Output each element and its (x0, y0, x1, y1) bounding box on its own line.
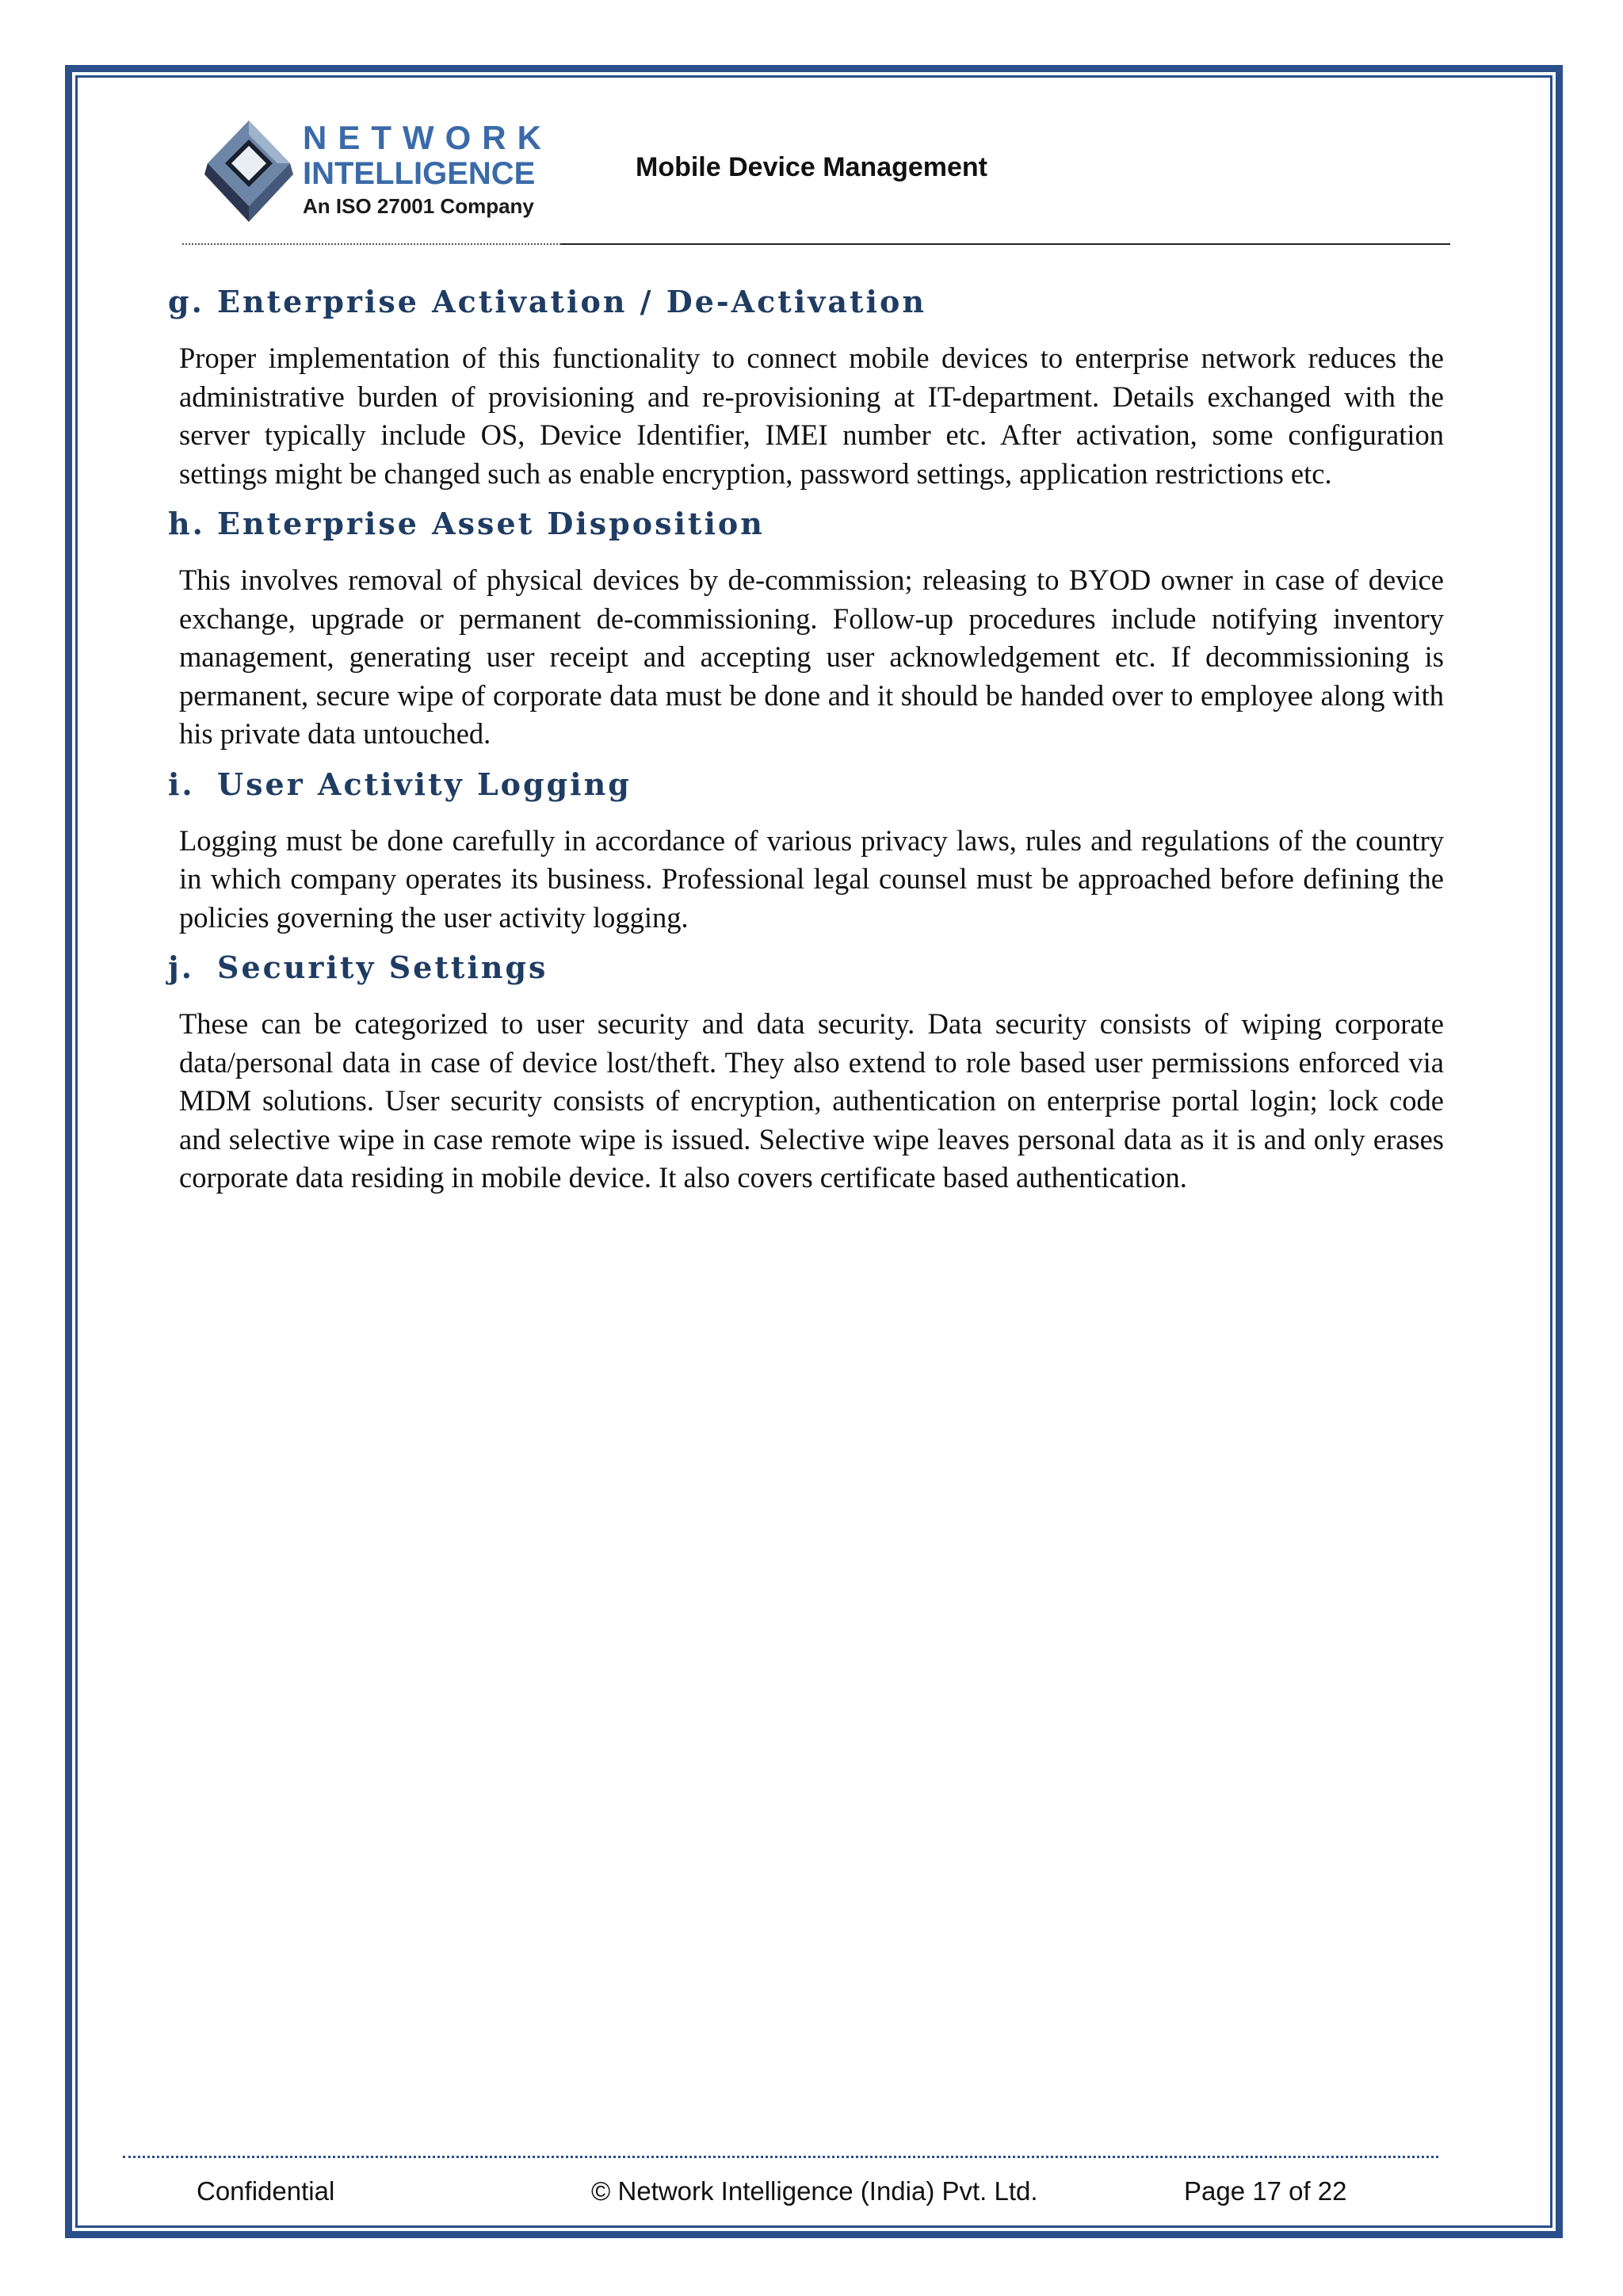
section-heading (168, 763, 1436, 806)
section-security-settings (168, 946, 1444, 1198)
section-enterprise-activation (168, 281, 1444, 493)
logo-tagline: An ISO 27001 Company (303, 194, 534, 218)
section-title: Enterprise Activation / De-Activation (217, 284, 926, 319)
section-paragraph: Logging must be done carefully in accordance of various privacy laws, rules and regulations of the country in which company operates its business. Professional legal counsel must be approached before defining the policies governing the user activity logging. (179, 823, 1444, 934)
section-letter: i. (168, 766, 195, 802)
section-title: User Activity Logging (217, 766, 632, 802)
section-letter: h. (168, 506, 205, 541)
section-paragraph: Proper implementation of this functionality to connect mobile devices to enterprise network reduces the administrative burden of provisioning and re-provisioning at IT-department. Details exchanged with the server typically include OS, Device Identifier, IMEI number etc. After activation, some configuration settings might be changed such as enable encryption, password settings, application restrictions etc. (179, 342, 1444, 490)
document-title: Mobile Device Management (636, 152, 988, 182)
section-paragraph: This involves removal of physical devices by de-commission; releasing to BYOD owner in case of device exchange, upgrade or permanent de-commissioning. Follow-up procedures include notifying inventory management, generating user receipt and accepting user acknowledgement etc. If decommissioning is permanent, secure wipe of corporate data must be done and it should be handed over to employee along with his private data untouched. (179, 563, 1444, 750)
section-letter: j. (168, 949, 194, 985)
document-body (168, 281, 1444, 1207)
footer-page-number: Page 17 of 22 (1184, 2176, 1347, 2206)
logo-text-intelligence: INTELLIGENCE (303, 156, 536, 191)
section-letter: g. (168, 284, 204, 319)
footer-copyright: © Network Intelligence (India) Pvt. Ltd. (591, 2176, 1038, 2206)
section-heading (168, 502, 1436, 545)
header-divider-dotted (182, 243, 561, 245)
section-title: Security Settings (217, 949, 548, 985)
footer-divider (123, 2156, 1438, 2158)
diamond-logo-icon (204, 117, 293, 225)
header-divider (561, 243, 1450, 245)
section-heading (168, 946, 1436, 989)
company-logo (204, 117, 553, 228)
section-user-activity-logging (168, 763, 1444, 938)
section-paragraph: These can be categorized to user security and data security. Data security consists of wiping corporate data/personal data in case of device lost/theft. They also extend to role based user permissions enforced via MDM solutions. User security consists of encryption, authentication on enterprise portal login; lock code and selective wipe in case remote wipe is issued. Selective wipe leaves personal data as it is and only erases corporate data residing in mobile device. It also covers certificate based authentication. (179, 1007, 1444, 1194)
logo-text-network: NETWORK (303, 119, 552, 156)
section-heading (168, 281, 1436, 323)
footer-confidential: Confidential (197, 2176, 335, 2206)
section-asset-disposition (168, 502, 1444, 754)
section-title: Enterprise Asset Disposition (217, 506, 765, 541)
